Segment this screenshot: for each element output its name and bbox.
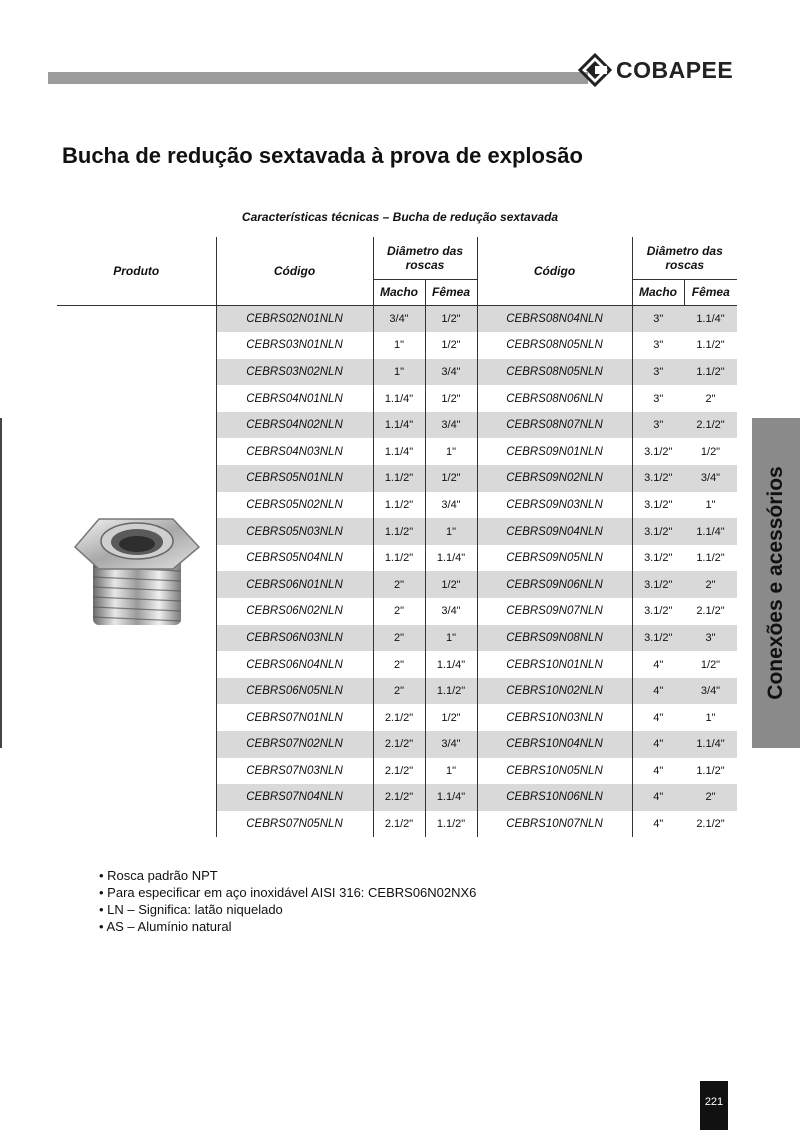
- thread-female: 2": [684, 571, 737, 598]
- thread-female: 1.1/4": [425, 651, 477, 678]
- thread-female: 3/4": [425, 359, 477, 386]
- product-code: CEBRS07N02NLN: [216, 731, 373, 758]
- thread-female: 3/4": [684, 678, 737, 705]
- product-code: CEBRS04N01NLN: [216, 385, 373, 412]
- thread-male: 3.1/2": [632, 518, 684, 545]
- thread-male: 3": [632, 359, 684, 386]
- product-code: CEBRS07N03NLN: [216, 758, 373, 785]
- thread-female: 1.1/2": [425, 811, 477, 838]
- thread-male: 1": [373, 359, 425, 386]
- thread-female: 1.1/4": [684, 731, 737, 758]
- thread-male: 3/4": [373, 305, 425, 332]
- product-code: CEBRS04N02NLN: [216, 412, 373, 439]
- header-diametro: Diâmetro das roscas: [373, 237, 477, 279]
- thread-female: 1": [425, 625, 477, 652]
- thread-male: 1.1/4": [373, 412, 425, 439]
- product-code: CEBRS07N01NLN: [216, 704, 373, 731]
- header-produto: Produto: [57, 237, 216, 305]
- thread-female: 1/2": [425, 332, 477, 359]
- note-item: • LN – Significa: latão niquelado: [99, 902, 283, 917]
- header-bar: [48, 72, 588, 84]
- product-code: CEBRS10N02NLN: [477, 678, 632, 705]
- product-code: CEBRS06N02NLN: [216, 598, 373, 625]
- product-code: CEBRS03N02NLN: [216, 359, 373, 386]
- header-macho-2: Macho: [632, 279, 684, 305]
- left-margin-line: [0, 418, 2, 748]
- product-code: CEBRS10N05NLN: [477, 758, 632, 785]
- product-code: CEBRS04N03NLN: [216, 438, 373, 465]
- header-diametro-2: Diâmetro das roscas: [632, 237, 737, 279]
- product-code: CEBRS08N04NLN: [477, 305, 632, 332]
- header-macho: Macho: [373, 279, 425, 305]
- note-item: • AS – Alumínio natural: [99, 919, 232, 934]
- thread-female: 3/4": [425, 731, 477, 758]
- thread-female: 3/4": [684, 465, 737, 492]
- thread-female: 1/2": [425, 385, 477, 412]
- product-code: CEBRS10N01NLN: [477, 651, 632, 678]
- product-image-cell: [57, 305, 216, 837]
- thread-female: 1": [705, 711, 716, 724]
- product-code: CEBRS05N04NLN: [216, 545, 373, 572]
- thread-female: 1/2": [425, 305, 477, 332]
- product-code: CEBRS08N05NLN: [477, 359, 632, 386]
- product-code: CEBRS06N04NLN: [216, 651, 373, 678]
- thread-male: 2.1/2": [373, 731, 425, 758]
- product-code: CEBRS06N05NLN: [216, 678, 373, 705]
- page-number-box: [700, 1081, 728, 1130]
- thread-male: 1.1/2": [373, 465, 425, 492]
- thread-male: 4": [653, 711, 664, 724]
- product-code: CEBRS10N07NLN: [477, 811, 632, 838]
- thread-female: 1/2": [700, 658, 721, 671]
- thread-male: 3.1/2": [644, 605, 673, 618]
- product-code: CEBRS08N05NLN: [477, 332, 632, 359]
- thread-female: 1.1/4": [684, 305, 737, 332]
- product-code: CEBRS08N06NLN: [477, 385, 632, 412]
- thread-male: 4": [632, 784, 684, 811]
- product-code: CEBRS05N02NLN: [216, 492, 373, 519]
- thread-male: 2.1/2": [373, 784, 425, 811]
- product-code: CEBRS09N08NLN: [477, 625, 632, 652]
- product-code: CEBRS05N03NLN: [216, 518, 373, 545]
- thread-female: 1.1/2": [696, 552, 725, 565]
- thread-female: 1/2": [425, 465, 477, 492]
- thread-female: 1": [425, 758, 477, 785]
- thread-male: 1": [373, 332, 425, 359]
- thread-female: 2.1/2": [696, 605, 725, 618]
- thread-male: 3.1/2": [632, 571, 684, 598]
- section-side-tab: [752, 418, 800, 748]
- hex-bushing-image: [61, 505, 211, 635]
- product-code: CEBRS09N07NLN: [477, 598, 632, 625]
- thread-male: 2.1/2": [373, 758, 425, 785]
- product-code: CEBRS09N03NLN: [477, 492, 632, 519]
- thread-female: 1.1/4": [425, 545, 477, 572]
- thread-female: 2": [705, 392, 716, 405]
- product-code: CEBRS08N07NLN: [477, 412, 632, 439]
- thread-male: 3.1/2": [632, 465, 684, 492]
- product-code: CEBRS09N02NLN: [477, 465, 632, 492]
- brand-name: COBAPEE: [616, 56, 734, 83]
- thread-male: 1.1/4": [373, 385, 425, 412]
- thread-female: 2.1/2": [696, 818, 725, 831]
- page-title: Bucha de redução sextavada à prova de explosão: [62, 143, 583, 168]
- thread-female: 3/4": [425, 598, 477, 625]
- product-code: CEBRS09N01NLN: [477, 438, 632, 465]
- thread-female: 1": [425, 438, 477, 465]
- thread-male: 3": [653, 392, 664, 405]
- thread-male: 4": [632, 678, 684, 705]
- thread-male: 3": [653, 339, 664, 352]
- product-code: CEBRS03N01NLN: [216, 332, 373, 359]
- table-caption: Características técnicas – Bucha de redução sextavada: [241, 210, 559, 224]
- cobapee-logo-icon: [578, 53, 612, 87]
- header-femea-2: Fêmea: [684, 279, 737, 305]
- thread-male: 2.1/2": [373, 811, 425, 838]
- thread-male: 4": [632, 731, 684, 758]
- note-item: • Rosca padrão NPT: [99, 868, 218, 883]
- thread-male: 3.1/2": [632, 625, 684, 652]
- thread-male: 4": [653, 764, 664, 777]
- thread-male: 3.1/2": [644, 552, 673, 565]
- product-code: CEBRS06N03NLN: [216, 625, 373, 652]
- notes-list: [99, 867, 476, 935]
- product-code: CEBRS02N01NLN: [216, 305, 373, 332]
- page-number: 221: [704, 1096, 724, 1108]
- thread-female: 1/2": [700, 445, 721, 458]
- thread-male: 2": [373, 678, 425, 705]
- thread-female: 2": [684, 784, 737, 811]
- product-code: CEBRS09N04NLN: [477, 518, 632, 545]
- thread-male: 3": [632, 305, 684, 332]
- thread-female: 3/4": [425, 492, 477, 519]
- product-code: CEBRS10N06NLN: [477, 784, 632, 811]
- product-code: CEBRS09N06NLN: [477, 571, 632, 598]
- thread-female: 1": [705, 498, 716, 511]
- thread-female: 1.1/4": [684, 518, 737, 545]
- thread-male: 2": [373, 598, 425, 625]
- thread-male: 3": [632, 412, 684, 439]
- thread-female: 1.1/2": [696, 339, 725, 352]
- thread-male: 4": [653, 658, 664, 671]
- note-item: • Para especificar em aço inoxidável AISI 316: CEBRS06N02NX6: [99, 885, 477, 900]
- thread-male: 1.1/2": [373, 518, 425, 545]
- product-code: CEBRS09N05NLN: [477, 545, 632, 572]
- table-row: [57, 305, 737, 332]
- product-code: CEBRS07N05NLN: [216, 811, 373, 838]
- product-code: CEBRS05N01NLN: [216, 465, 373, 492]
- thread-female: 1/2": [425, 571, 477, 598]
- thread-male: 2": [373, 571, 425, 598]
- thread-male: 4": [653, 818, 664, 831]
- thread-female: 1.1/2": [425, 678, 477, 705]
- side-tab-label: Conexões e acessórios: [764, 466, 787, 700]
- thread-female: 3": [684, 625, 737, 652]
- thread-female: 1/2": [425, 704, 477, 731]
- thread-male: 3.1/2": [644, 498, 673, 511]
- thread-female: 1.1/2": [696, 764, 725, 777]
- product-code: CEBRS07N04NLN: [216, 784, 373, 811]
- thread-female: 1": [425, 518, 477, 545]
- thread-male: 2.1/2": [373, 704, 425, 731]
- thread-male: 3.1/2": [644, 445, 673, 458]
- thread-female: 3/4": [425, 412, 477, 439]
- thread-female: 1.1/4": [425, 784, 477, 811]
- thread-male: 1.1/2": [373, 545, 425, 572]
- spec-table: [57, 237, 737, 837]
- thread-female: 1.1/2": [684, 359, 737, 386]
- header-codigo-2: Código: [477, 237, 632, 305]
- thread-female: 2.1/2": [684, 412, 737, 439]
- thread-male: 2": [373, 625, 425, 652]
- header-codigo: Código: [216, 237, 373, 305]
- thread-male: 1.1/2": [373, 492, 425, 519]
- thread-male: 2": [373, 651, 425, 678]
- brand-logo: [578, 52, 733, 88]
- header-femea: Fêmea: [425, 279, 477, 305]
- product-code: CEBRS06N01NLN: [216, 571, 373, 598]
- product-code: CEBRS10N04NLN: [477, 731, 632, 758]
- thread-male: 1.1/4": [373, 438, 425, 465]
- product-code: CEBRS10N03NLN: [477, 704, 632, 731]
